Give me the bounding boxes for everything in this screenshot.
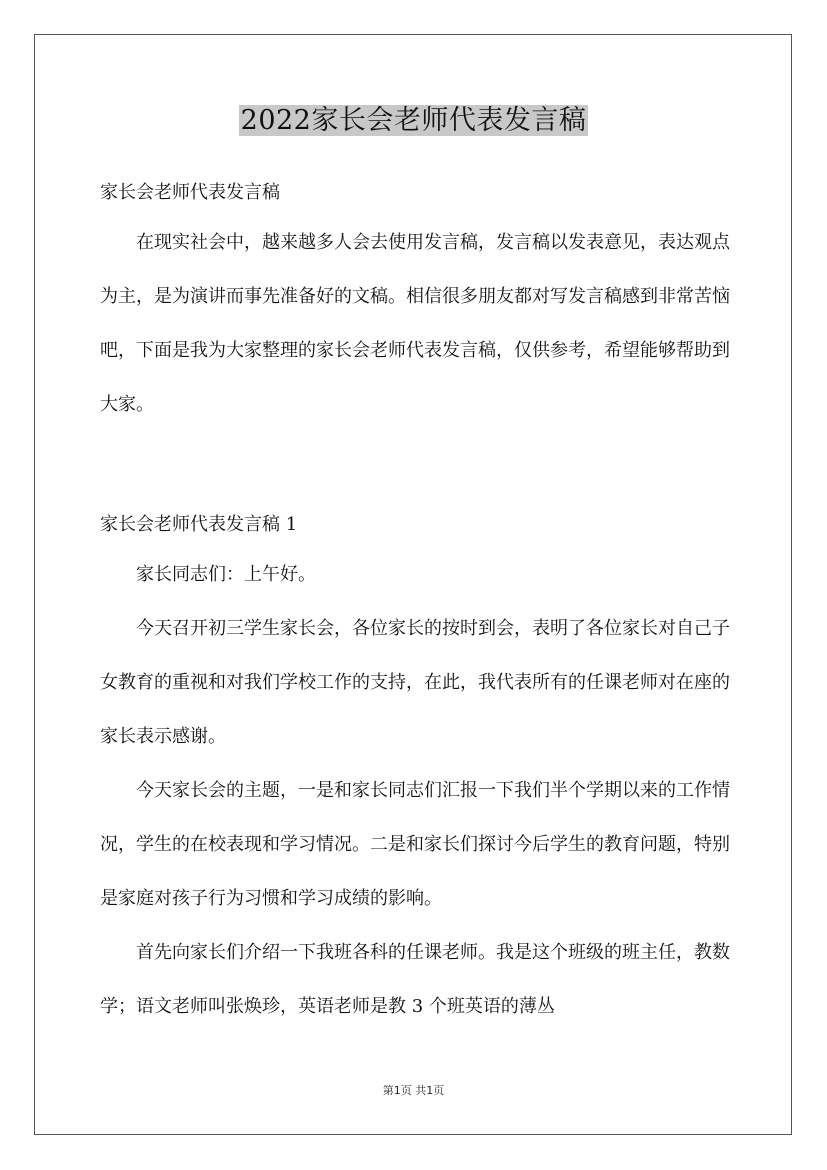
body-paragraph: 首先向家长们介绍一下我班各科的任课老师。我是这个班级的班主任，教数学；语文老师叫张焕珍，英语老师是教 3 个班英语的薄丛: [100, 942, 730, 1017]
document-subtitle: 家长会老师代表发言稿: [100, 182, 280, 203]
section-gap: [100, 432, 730, 502]
section-heading: 家长会老师代表发言稿 1: [100, 514, 298, 535]
document-title-text: 2022家长会老师代表发言稿: [240, 105, 587, 136]
document-body: [100, 170, 730, 1034]
document-title: [0, 101, 827, 141]
greeting-paragraph: 家长同志们：上午好。: [136, 564, 316, 585]
body-paragraph: 今天家长会的主题，一是和家长同志们汇报一下我们半个学期以来的工作情况，学生的在校表现和学习情况。二是和家长们探讨今后学生的教育问题，特别是家庭对孩子行为习惯和学习成绩的影响。: [100, 780, 730, 909]
body-paragraph: 今天召开初三学生家长会，各位家长的按时到会，表明了各位家长对自己子女教育的重视和对我们学校工作的支持，在此，我代表所有的任课老师对在座的家长表示感谢。: [100, 618, 730, 747]
page-number-footer: 第1页 共1页: [382, 1084, 445, 1097]
intro-paragraph: 在现实社会中，越来越多人会去使用发言稿，发言稿以发表意见，表达观点为主，是为演讲而事先准备好的文稿。相信很多朋友都对写发言稿感到非常苦恼吧，下面是我为大家整理的家长会老师代表发言稿，仅供参考，希望能够帮助到大家。: [100, 232, 730, 415]
